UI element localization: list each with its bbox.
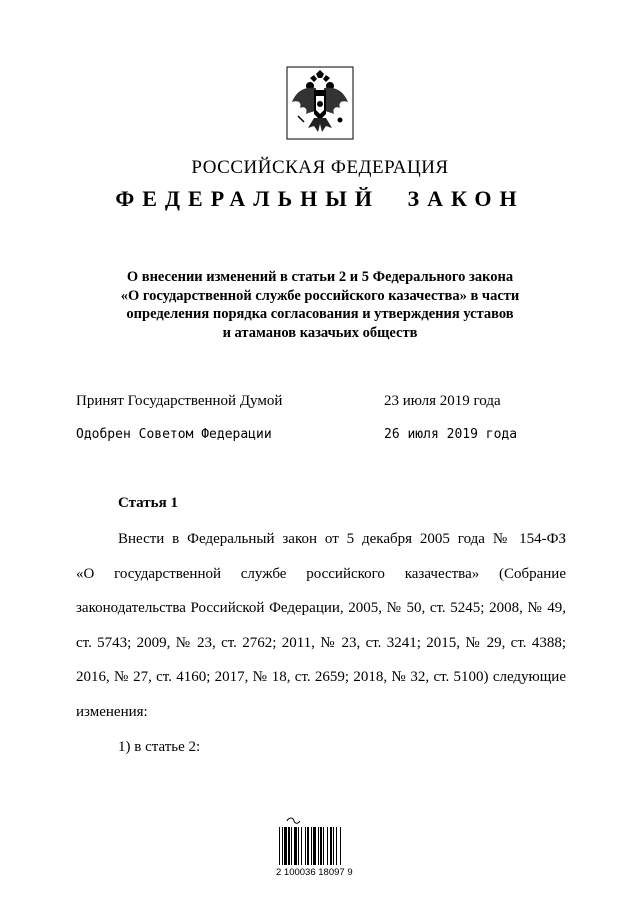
article-text-line: 2016, № 27, ст. 4160; 2017, № 18, ст. 2659; 2018, № 32, ст. 5100) следующие [76,669,566,685]
article-text-line: законодательства Российской Федерации, 2005, № 50, ст. 5245; 2008, № 49, [76,600,566,616]
article-text-line: Внести в Федеральный закон от 5 декабря 2005 года № 154-ФЗ [118,531,566,547]
duma-adoption-date: 23 июля 2019 года [384,393,501,409]
law-title-line: и атаманов казачьих обществ [222,324,418,341]
russian-coat-of-arms-icon [286,66,354,140]
article-text-line: ст. 5743; 2009, № 23, ст. 2762; 2011, № 23, ст. 3241; 2015, № 29, ст. 4388; [76,635,566,651]
article-text-line: изменения: [76,704,148,720]
law-title-line: определения порядка согласования и утверждения уставов [126,306,514,322]
law-title-line: «О государственной службе российского казачества» в части [120,287,520,304]
article-text-line: «О государственной службе российского казачества» (Собрание [76,566,566,582]
law-title-line: О внесении изменений в статьи 2 и 5 Федерального закона [126,269,514,285]
law-type-heading: ФЕДЕРАЛЬНЫЙ ЗАКОН [115,186,525,211]
duma-adoption-label: Принят Государственной Думой [76,393,283,409]
council-approval-label: Одобрен Советом Федерации [76,427,272,442]
law-title [60,268,580,342]
country-name: РОССИЙСКАЯ ФЕДЕРАЦИЯ [191,157,449,178]
barcode-icon [275,815,375,869]
article-heading: Статья 1 [118,495,178,511]
council-approval-date: 26 июля 2019 года [384,427,518,442]
barcode-number: 2 100036 18097 9 [276,867,353,878]
article-item: 1) в статье 2: [118,739,201,755]
